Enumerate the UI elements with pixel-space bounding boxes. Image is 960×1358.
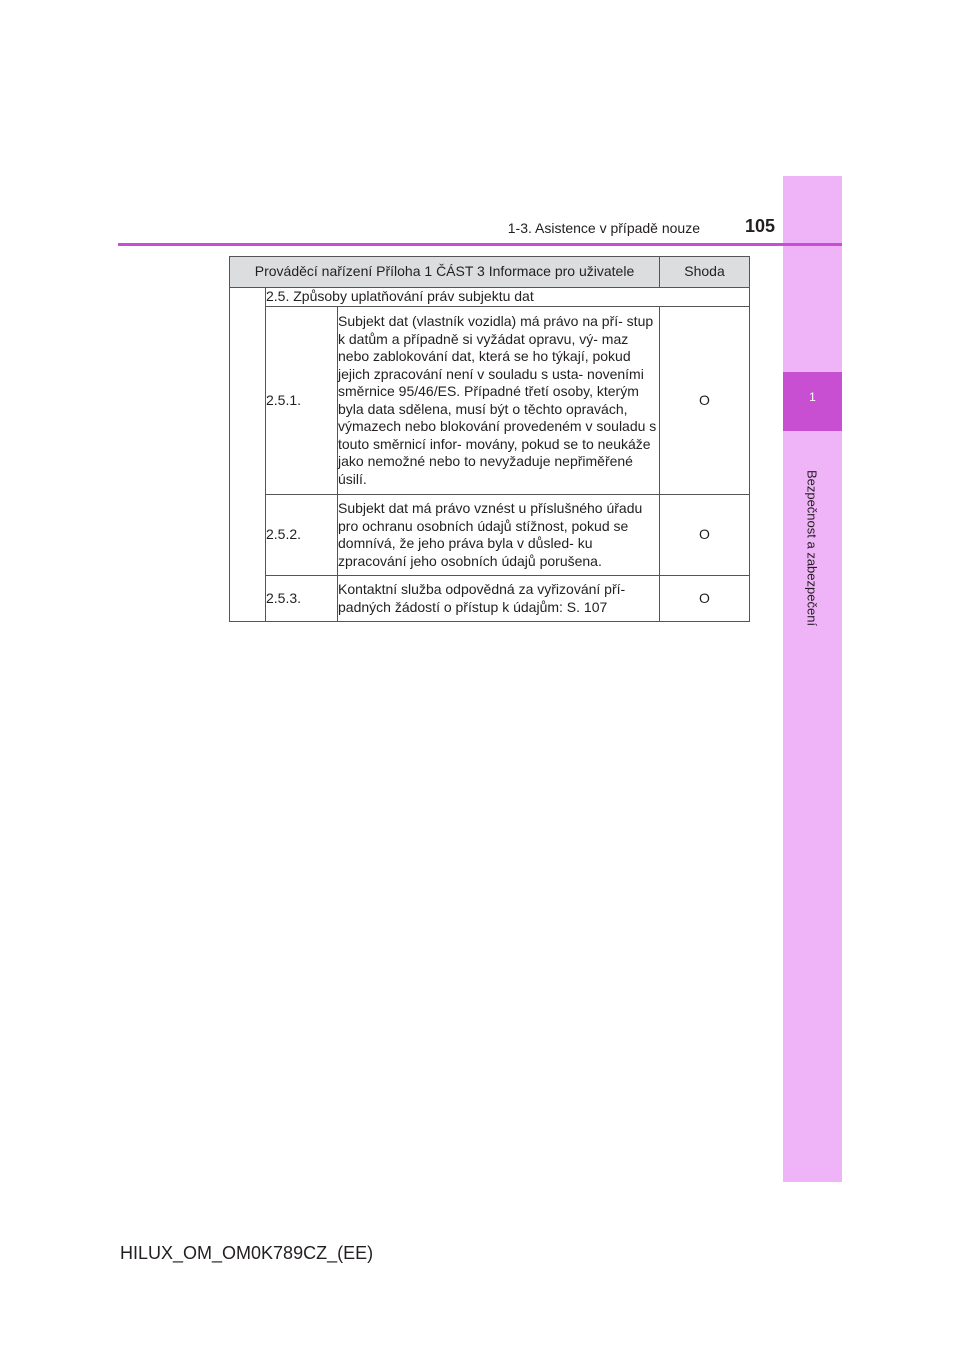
row-number: 2.5.2.	[266, 495, 338, 576]
table-row	[230, 307, 750, 495]
section-title: 1-3. Asistence v případě nouze	[507, 220, 700, 236]
table-row	[230, 576, 750, 622]
page-number: 105	[744, 216, 775, 236]
row-number: 2.5.3.	[266, 576, 338, 622]
header-rule	[118, 243, 842, 246]
table-gutter-cell	[230, 288, 266, 622]
table-header-compliance: Shoda	[660, 257, 750, 288]
chapter-label: Bezpečnost a zabezpečení	[804, 469, 820, 627]
table-row	[230, 495, 750, 576]
chapter-side-tab	[783, 176, 842, 1182]
document-id: HILUX_OM_OM0K789CZ_(EE)	[120, 1243, 374, 1263]
row-text: Kontaktní služba odpovědná za vyřizování pří- padných žádostí o přístup k údajům: S. 107	[338, 576, 660, 622]
row-compliance-mark: O	[660, 495, 750, 576]
row-number: 2.5.1.	[266, 307, 338, 495]
table-group-row	[230, 288, 750, 307]
row-compliance-mark: O	[660, 307, 750, 495]
row-compliance-mark: O	[660, 576, 750, 622]
row-text: Subjekt dat má právo vznést u příslušného úřadu pro ochranu osobních údajů stížnost, pokud se domnívá, že jeho práva byla v důsled- ku zpracování jeho osobních údajů porušena.	[338, 495, 660, 576]
table-header-regulation: Prováděcí nařízení Příloha 1 ČÁST 3 Informace pro uživatele	[230, 257, 660, 288]
table-header-row	[230, 257, 750, 288]
compliance-table	[229, 256, 750, 622]
chapter-number: 1	[809, 390, 816, 404]
group-title: 2.5. Způsoby uplatňování práv subjektu dat	[266, 288, 750, 307]
row-text: Subjekt dat (vlastník vozidla) má právo na pří- stup k datům a případně si vyžádat opravu, vý- maz nebo zablokování dat, která se ho týkají, pokud jejich zpracování není v souladu s usta- noveními směrnice 95/46/ES. Případné třetí osoby, kterým byla data sdělena, musí být o těchto opravách, výmazech nebo blokování provedeném v souladu s touto směrnicí infor- movány, pokud se to neukáže jako nemožné nebo to nevyžaduje nepřiměřené úsilí.	[338, 307, 660, 495]
